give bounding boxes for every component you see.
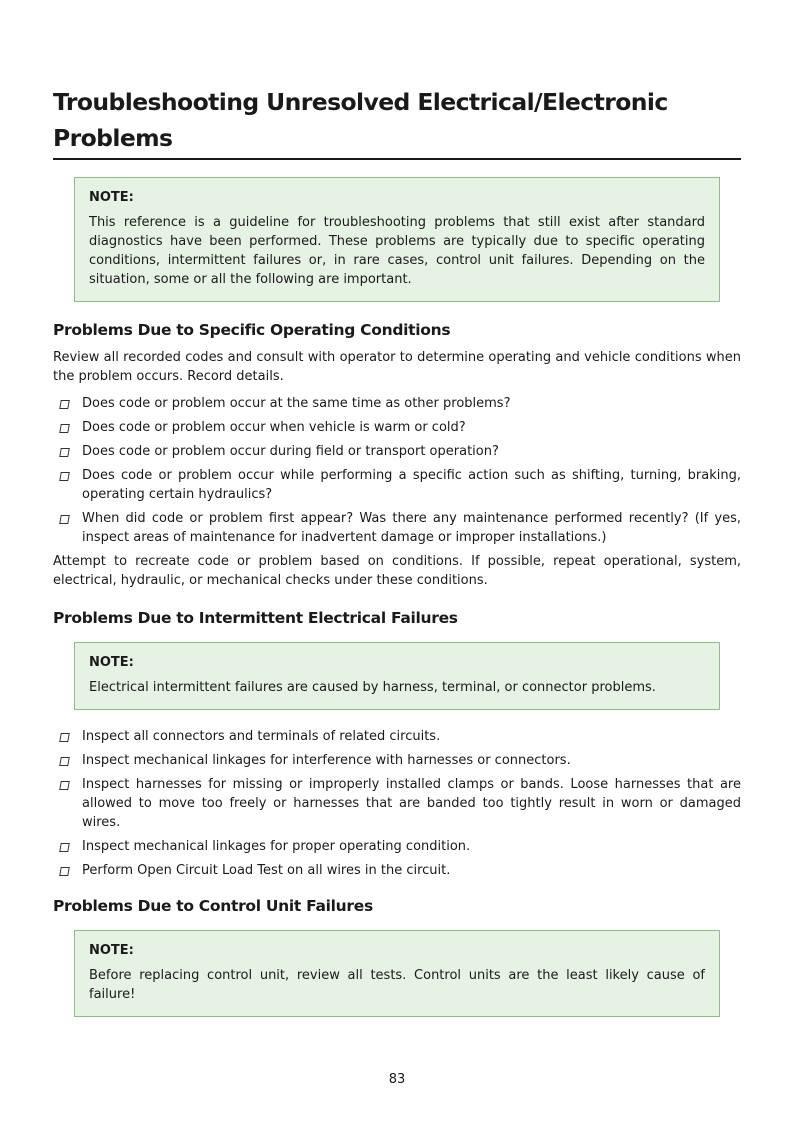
list-item-text: Perform Open Circuit Load Test on all wires in the circuit. (82, 863, 451, 878)
list-item (53, 837, 741, 856)
checkbox-icon (59, 867, 70, 876)
list-item (53, 775, 741, 832)
section-intro-paragraph: Review all recorded codes and consult with operator to determine operating and vehicle conditions when the problem occurs. Record details. (53, 350, 741, 384)
checkbox-icon (59, 448, 70, 457)
list-item-text: Inspect all connectors and terminals of related circuits. (82, 729, 441, 744)
note-text: Electrical intermittent failures are caused by harness, terminal, or connector problems. (89, 680, 656, 695)
section-outro-paragraph: Attempt to recreate code or problem based on conditions. If possible, repeat operational, system, electrical, hydraulic, or mechanical checks under these conditions. (53, 554, 741, 588)
note-label: NOTE: (89, 655, 134, 670)
list-item (53, 394, 741, 413)
checkbox-icon (59, 472, 70, 481)
note-text: This reference is a guideline for troubleshooting problems that still exist after standard diagnostics have been performed. These problems are typically due to specific operating conditions, intermittent failures or, in rare cases, control unit failures. Depending on the situation, some or all the following are important. (89, 215, 705, 287)
checkbox-icon (59, 400, 70, 409)
list-item-text: Does code or problem occur at the same time as other problems? (82, 396, 511, 411)
section-heading-operating-conditions: Problems Due to Specific Operating Conditions (53, 321, 451, 339)
list-item (53, 418, 741, 437)
list-item-text: Inspect harnesses for missing or improperly installed clamps or bands. Loose harnesses that are allowed to move too freely or harnesses that are banded too tightly result in worn or damaged wires. (82, 777, 741, 830)
list-item-text: Does code or problem occur during field or transport operation? (82, 444, 499, 459)
checkbox-icon (59, 515, 70, 524)
list-item-text: Does code or problem occur when vehicle is warm or cold? (82, 420, 466, 435)
intermittent-failures-checklist (53, 727, 741, 880)
checkbox-icon (59, 424, 70, 433)
checkbox-icon (59, 757, 70, 766)
section-heading-control-unit-failures: Problems Due to Control Unit Failures (53, 897, 373, 915)
intermittent-failures-note (74, 642, 720, 710)
list-item (53, 509, 741, 547)
control-unit-note (74, 930, 720, 1017)
checkbox-icon (59, 781, 70, 790)
list-item-text: Inspect mechanical linkages for proper operating condition. (82, 839, 471, 854)
page-title: Troubleshooting Unresolved Electrical/Electronic Problems (53, 84, 741, 160)
list-item (53, 442, 741, 461)
list-item-text: When did code or problem first appear? Was there any maintenance performed recently? (If yes, inspect areas of maintenance for inadvertent damage or improper installations.) (82, 511, 741, 545)
list-item (53, 466, 741, 504)
note-label: NOTE: (89, 190, 134, 205)
list-item (53, 727, 741, 746)
list-item (53, 861, 741, 880)
checkbox-icon (59, 733, 70, 742)
list-item-text: Does code or problem occur while performing a specific action such as shifting, turning, braking, operating certain hydraulics? (82, 468, 741, 502)
page-number: 83 (388, 1072, 406, 1087)
note-label: NOTE: (89, 943, 134, 958)
note-text: Before replacing control unit, review all tests. Control units are the least likely cause of failure! (89, 968, 705, 1002)
section-heading-intermittent-failures: Problems Due to Intermittent Electrical Failures (53, 609, 458, 627)
list-item (53, 751, 741, 770)
intro-note (74, 177, 720, 302)
checkbox-icon (59, 843, 70, 852)
page-content (53, 84, 741, 1017)
operating-conditions-checklist (53, 394, 741, 547)
list-item-text: Inspect mechanical linkages for interference with harnesses or connectors. (82, 753, 571, 768)
